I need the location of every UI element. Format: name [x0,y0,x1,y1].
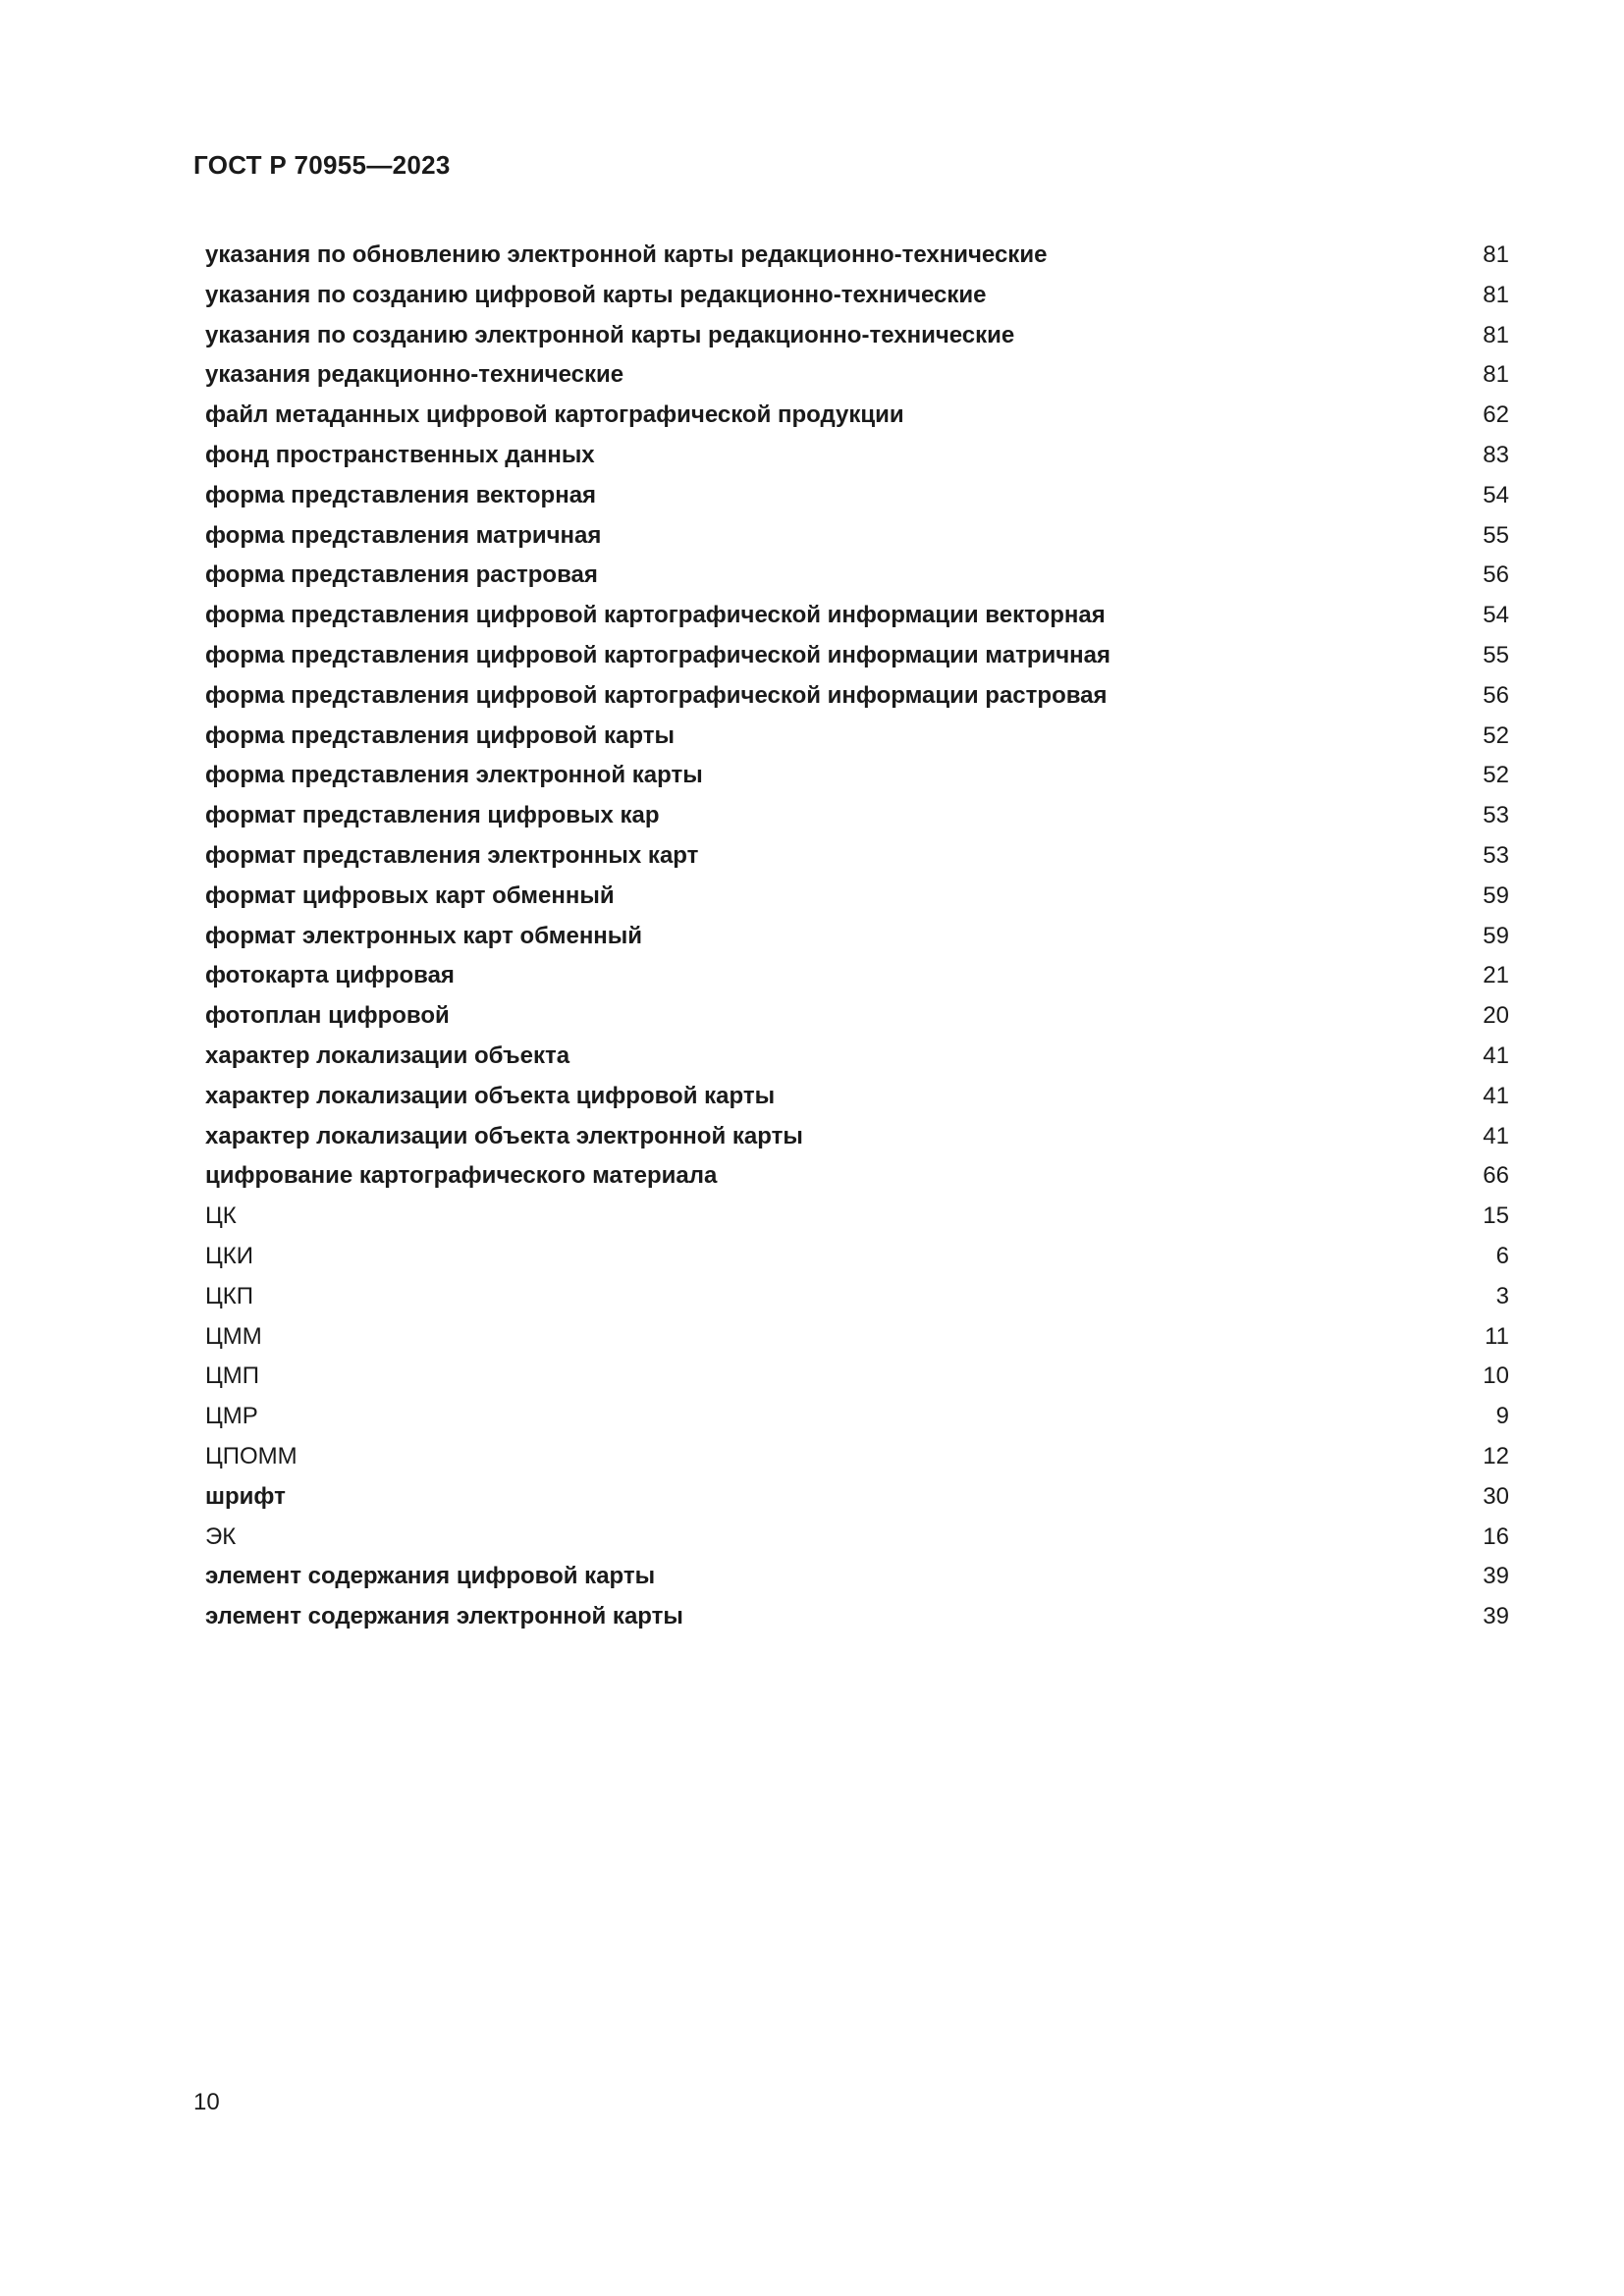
index-page-ref: 41 [1483,1041,1509,1069]
index-term: указания по созданию цифровой карты редакционно-технические [205,281,987,308]
index-term: файл метаданных цифровой картографической продукции [205,401,904,429]
index-page-ref: 39 [1483,1603,1509,1630]
index-term: фонд пространственных данных [205,441,595,468]
index-page-ref: 10 [1483,1362,1509,1390]
index-page-ref: 9 [1495,1403,1509,1430]
index-page-ref: 55 [1483,521,1509,549]
index-entry [205,636,1509,676]
index-entry [205,436,1509,476]
index-page-ref: 41 [1483,1122,1509,1149]
index-term: формат представления электронных карт [205,841,699,869]
index-entry [205,1277,1509,1317]
index-entry [205,717,1509,757]
index-entry [205,756,1509,796]
index-page-ref: 81 [1483,321,1509,348]
index-page-ref: 59 [1483,922,1509,949]
index-page-ref: 66 [1483,1162,1509,1190]
index-entry [205,316,1509,356]
index-term: формат электронных карт обменный [205,922,643,949]
index-term: ЦКИ [205,1242,253,1269]
index-page-ref: 83 [1483,441,1509,468]
index-term: характер локализации объекта [205,1041,570,1069]
index-term: цифрование картографического материала [205,1162,718,1190]
index-page-ref: 20 [1483,1002,1509,1030]
index-term: формат представления цифровых кар [205,802,660,829]
index-term: форма представления цифровой картографической информации растровая [205,681,1108,709]
index-page-ref: 81 [1483,361,1509,389]
index-entry [205,917,1509,957]
index-term: фотокарта цифровая [205,962,455,989]
index-entry [205,996,1509,1037]
index-entry [205,1357,1509,1397]
index-entry [205,1437,1509,1477]
index-page-ref: 54 [1483,481,1509,508]
index-term: шрифт [205,1482,286,1510]
index-term: характер локализации объекта цифровой карты [205,1082,776,1109]
index-entry [205,556,1509,596]
index-term: форма представления векторная [205,481,597,508]
index-page-ref: 55 [1483,641,1509,668]
index-term: указания редакционно-технические [205,361,624,389]
index-page-ref: 56 [1483,681,1509,709]
index-entry [205,877,1509,917]
index-term: ЦПОММ [205,1442,298,1469]
index-term: ЭК [205,1522,237,1550]
index-entry [205,1156,1509,1197]
index-entry [205,796,1509,836]
index-page-ref: 3 [1495,1282,1509,1309]
index-term: указания по обновлению электронной карты редакционно-технические [205,241,1048,268]
index-page-ref: 12 [1483,1442,1509,1469]
index-page-ref: 41 [1483,1082,1509,1109]
index-entry [205,516,1509,557]
index-page-ref: 6 [1495,1242,1509,1269]
index-term: форма представления электронной карты [205,762,703,789]
index-term: ЦМП [205,1362,259,1390]
index-entry [205,1518,1509,1558]
index-entry [205,1317,1509,1358]
index-entry [205,1117,1509,1157]
index-page-ref: 53 [1483,802,1509,829]
index-entry [205,276,1509,316]
index-entry [205,236,1509,276]
index-term: элемент содержания электронной карты [205,1603,683,1630]
index-entry [205,476,1509,516]
index-term: фотоплан цифровой [205,1002,450,1030]
index-term: ЦКП [205,1282,253,1309]
index-term: ЦММ [205,1322,262,1350]
index-entry [205,1477,1509,1518]
index-entry [205,1557,1509,1597]
index-term: форма представления матричная [205,521,602,549]
index-entry [205,1197,1509,1237]
index-page-ref: 59 [1483,881,1509,909]
index-page-ref: 53 [1483,841,1509,869]
index-page-ref: 30 [1483,1482,1509,1510]
index-term: форма представления цифровой карты [205,721,675,749]
index-page-ref: 81 [1483,281,1509,308]
index-entry [205,396,1509,436]
index-entry [205,956,1509,996]
index-page-ref: 54 [1483,602,1509,629]
index-term: форма представления цифровой картографической информации матричная [205,641,1111,668]
index-term: ЦК [205,1202,237,1230]
index-entry [205,1237,1509,1277]
index-entry [205,1597,1509,1637]
index-term: указания по созданию электронной карты редакционно-технические [205,321,1015,348]
alphabetical-index [205,236,1509,1637]
index-page-ref: 16 [1483,1522,1509,1550]
index-entry [205,596,1509,636]
index-entry [205,836,1509,877]
index-entry [205,1037,1509,1077]
index-page-ref: 21 [1483,962,1509,989]
index-entry [205,1397,1509,1437]
index-page-ref: 39 [1483,1563,1509,1590]
document-code: ГОСТ Р 70955—2023 [193,150,451,180]
index-entry [205,355,1509,396]
index-entry [205,1077,1509,1117]
index-page-ref: 56 [1483,561,1509,589]
index-term: характер локализации объекта электронной карты [205,1122,803,1149]
index-term: форма представления цифровой картографической информации векторная [205,602,1106,629]
index-term: элемент содержания цифровой карты [205,1563,656,1590]
index-term: ЦМР [205,1403,258,1430]
index-term: формат цифровых карт обменный [205,881,615,909]
index-page-ref: 15 [1483,1202,1509,1230]
index-page-ref: 52 [1483,762,1509,789]
index-page-ref: 81 [1483,241,1509,268]
index-page-ref: 62 [1483,401,1509,429]
index-page-ref: 11 [1485,1322,1509,1350]
index-term: форма представления растровая [205,561,598,589]
index-page-ref: 52 [1483,721,1509,749]
page-number: 10 [193,2089,220,2115]
index-entry [205,676,1509,717]
